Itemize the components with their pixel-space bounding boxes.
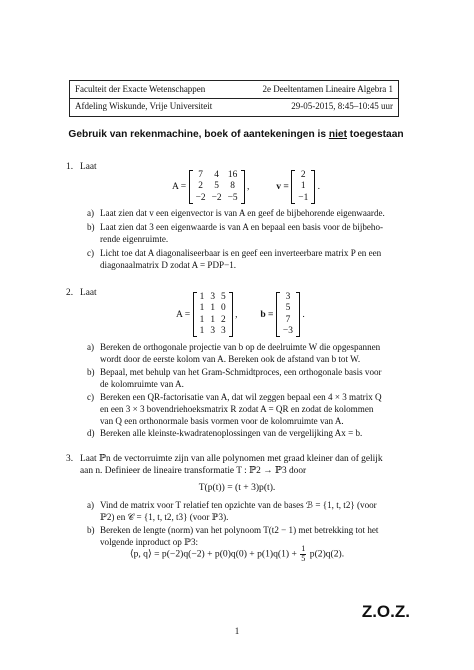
q2-b-entry: 5	[285, 303, 291, 314]
department-label: Afdeling Wiskunde, Vrije Universiteit	[75, 101, 213, 111]
q1a-text: Laat zien dat v een eigenvector is van A en geef de bijbehorende eigenwaarde.	[100, 208, 385, 218]
header-row-top	[75, 84, 393, 96]
q1b-line2: rende eigenruimte.	[100, 234, 169, 244]
page-number: 1	[234, 626, 240, 636]
q2-vector-b	[276, 292, 300, 337]
instructions-title	[66, 128, 406, 141]
q3b-line1: Bereken de lengte (norm) van het polynoom T(t2 − 1) met betrekking tot het	[100, 525, 379, 535]
header-row-bottom	[75, 101, 393, 113]
faculty-label: Faculteit der Exacte Wetenschappen	[75, 84, 206, 94]
ip-fraction	[300, 545, 306, 563]
exam-date: 29-05-2015, 8:45–10:45 uur	[291, 101, 393, 111]
q3b-line2: volgende inproduct op ℙ3:	[100, 537, 199, 547]
q2c-line2: en een 3 × 3 bovendriehoeksmatrix R zodat A = QR en zodat de kolommen	[100, 404, 374, 414]
q1-v-entry: 1	[300, 181, 306, 192]
q2-A-entry: 3	[210, 325, 215, 336]
q2-A-label: A =	[176, 308, 191, 320]
q1-A-entry: 8	[230, 181, 235, 192]
ip-right: p(2)q(2).	[309, 548, 345, 560]
q3-number: 3.	[66, 454, 74, 464]
q3a-line1: Vind de matrix voor T relatief ten opzichte van de bases ℬ = {1, t, t2} (voor	[100, 500, 377, 510]
q2-A-entry: 3	[210, 292, 215, 302]
q2-A-entry: 1	[210, 314, 215, 325]
q2-matrix-equation: A = 1 3 5 1 1 0 1 1 2 1 3 3 , b = 3 5 7 −3 .	[176, 292, 305, 336]
q1-A-entry: 4	[214, 170, 219, 180]
q3a-label: a)	[87, 500, 95, 510]
q2-A-entry: 1	[199, 303, 205, 314]
q1-A-entry: 16	[227, 170, 238, 180]
q2c-line3: van Q een orthonormale basis vormen voor de kolomruimte van A.	[100, 416, 344, 426]
q2-A-entry: 1	[199, 314, 205, 325]
q2-b-entry: 7	[285, 314, 291, 325]
q2b-line2: de kolomruimte van A.	[100, 379, 184, 389]
q2-A-entry: 3	[221, 325, 226, 336]
q1b-label: b)	[87, 222, 95, 232]
q1-A-entry: 7	[198, 170, 203, 180]
header-box	[69, 80, 399, 117]
q3-line2: aan n. Definieer de lineaire transformatie T : ℙ2 → ℙ3 door	[80, 466, 307, 477]
q1c-label: c)	[87, 248, 95, 258]
ip-frac-den: 5	[301, 553, 306, 563]
q3-inner-product	[0, 545, 474, 563]
q2-b-entry: 3	[285, 292, 291, 302]
q1-A-entry: −2	[211, 192, 222, 203]
q1c-line2: diagonaalmatrix D zodat A = PDP−1.	[100, 260, 237, 270]
q2-A-entry: 1	[199, 325, 205, 336]
q3-transformation: T(p(t)) = (t + 3)p(t).	[198, 482, 276, 493]
q2a-line2: wordt door de eerste kolom van A. Bereken ook de afstand van b tot W.	[100, 354, 361, 364]
q2-intro: Laat	[80, 288, 97, 298]
q2b-label: b)	[87, 367, 95, 377]
q2c-label: c)	[87, 392, 95, 402]
q2-A-entry: 1	[210, 303, 215, 314]
q1-A-entry: −5	[227, 192, 238, 203]
q2d-text: Bereken alle kleinste-kwadratenoplossingen van de vergelijking Ax = b.	[100, 428, 363, 438]
q2-b-label: b =	[260, 308, 274, 320]
q1-A-entry: −2	[195, 192, 206, 203]
q2-b-entry: −3	[282, 325, 293, 336]
q2-A-entry: 0	[221, 303, 226, 314]
q2b-line1: Bepaal, met behulp van het Gram-Schmidtproces, een orthogonale basis voor	[100, 367, 382, 377]
q1-A-label: A =	[172, 181, 187, 193]
exam-title: 2e Deeltentamen Lineaire Algebra 1	[262, 84, 393, 94]
q1-v-label: v =	[276, 181, 289, 193]
title-text-end: toegestaan	[346, 129, 404, 140]
q1a-label: a)	[87, 208, 95, 218]
q2a-line1: Bereken de orthogonale projectie van b op de deelruimte W die opgespannen	[100, 342, 381, 352]
turn-over-note: Z.O.Z.	[361, 602, 410, 621]
title-text: Gebruik van rekenmachine, boek of aantekeningen is	[68, 129, 329, 140]
q3a-line2: ℙ2) en 𝒞 = {1, t, t2, t3} (voor ℙ3).	[100, 512, 229, 522]
q1-A-entry: 2	[198, 181, 203, 192]
q1-v-entry: 2	[300, 170, 306, 180]
q1b-line1: Laat zien dat 3 een eigenwaarde is van A en bepaal een basis voor de bijbeho-	[100, 222, 384, 232]
q2-A-entry: 1	[199, 292, 205, 302]
q2-A-entry: 5	[221, 292, 226, 302]
q2-number: 2.	[66, 288, 74, 298]
title-underlined: niet	[328, 129, 347, 140]
header-divider	[70, 98, 398, 99]
q2d-label: d)	[87, 428, 95, 438]
q1-A-entry: 5	[214, 181, 219, 192]
q3b-label: b)	[87, 525, 95, 535]
q1c-line1: Licht toe dat A diagonaliseerbaar is en geef een inverteerbare matrix P en een	[100, 248, 382, 258]
q2c-line1: Bereken een QR-factorisatie van A, dat wil zeggen bepaal een 4 × 3 matrix Q	[100, 392, 382, 402]
q1-intro: Laat	[80, 162, 97, 172]
q1-matrix-A	[189, 170, 245, 204]
q2a-label: a)	[87, 342, 95, 352]
q3-line1: Laat ℙn de vectorruimte zijn van alle polynomen met graad kleiner dan of gelijk	[80, 454, 383, 464]
q1-vector-v	[291, 170, 315, 204]
q1-v-entry: −1	[298, 192, 309, 203]
q1-number: 1.	[66, 162, 74, 172]
q1-matrix-equation: A = 7 4 16 2 5 8 −2 −2 −5 , v = 2 1 −1 .	[172, 170, 321, 203]
q3-intro	[80, 453, 383, 478]
q2-matrix-A	[193, 292, 233, 337]
ip-left: ⟨p, q⟩ = p(−2)q(−2) + p(0)q(0) + p(1)q(1) +	[129, 548, 297, 560]
ip-frac-num: 1	[301, 544, 306, 553]
q2-A-entry: 2	[221, 314, 226, 325]
